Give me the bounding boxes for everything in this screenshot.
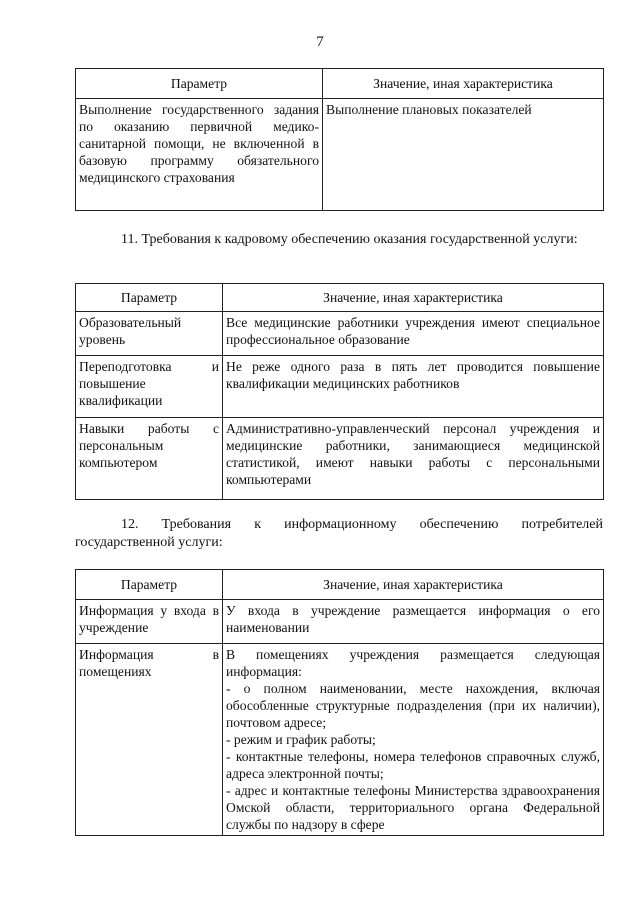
table-row — [76, 418, 604, 500]
table-staffing — [75, 283, 604, 500]
param-cell: Выполнение государственного задания по оказанию первичной медико-санитарной помощи, не включенной в базовую программу обязательного медицинского страхования — [76, 99, 323, 211]
table-header-row — [76, 570, 604, 600]
value-cell: У входа в учреждение размещается информация о его наименовании — [223, 600, 604, 644]
param-cell: Информация в помещениях — [76, 644, 223, 836]
param-cell: Образовательный уровень — [76, 312, 223, 356]
info-line: - о полном наименовании, месте нахождения, включая обособленные структурные подразделения (при их наличии), почтовом адресе; — [226, 681, 600, 730]
section-11-heading: 11. Требования к кадровому обеспечению оказания государственной услуги: — [121, 232, 578, 247]
param-cell: Навыки работы с персональным компьютером — [76, 418, 223, 500]
info-line: - режим и график работы; — [226, 732, 376, 747]
param-cell: Переподготовка и повышение квалификации — [76, 356, 223, 418]
table-information — [75, 569, 604, 836]
header-value: Значение, иная характеристика — [223, 284, 604, 312]
value-cell: Выполнение плановых показателей — [323, 99, 604, 211]
header-value: Значение, иная характеристика — [323, 69, 604, 99]
table-row — [76, 644, 604, 836]
table-row — [76, 312, 604, 356]
header-parameter: Параметр — [76, 69, 323, 99]
info-line: - контактные телефоны, номера телефонов справочных служб, адреса электронной почты; — [226, 749, 600, 781]
value-cell — [223, 644, 604, 836]
table-row — [76, 600, 604, 644]
header-parameter: Параметр — [76, 570, 223, 600]
section-12-heading: 12. Требования к информационному обеспечению потребителей государственной услуги: — [75, 517, 603, 550]
header-value: Значение, иная характеристика — [223, 570, 604, 600]
param-cell: Информация у входа в учреждение — [76, 600, 223, 644]
value-cell: Все медицинские работники учреждения имеют специальное профессиональное образование — [223, 312, 604, 356]
page-number: 7 — [316, 34, 324, 50]
value-cell: Не реже одного раза в пять лет проводится повышение квалификации медицинских работников — [223, 356, 604, 418]
info-line: - адрес и контактные телефоны Министерства здравоохранения Омской области, территориального органа Федеральной службы по надзору в сфере — [226, 783, 600, 832]
table-header-row — [76, 284, 604, 312]
header-parameter: Параметр — [76, 284, 223, 312]
table-row — [76, 99, 604, 211]
table-header-row — [76, 69, 604, 99]
info-line: В помещениях учреждения размещается следующая информация: — [226, 647, 600, 679]
table-row — [76, 356, 604, 418]
value-cell: Административно-управленческий персонал учреждения и медицинские работники, занимающиеся медицинской статистикой, имеют навыки работы с персональными компьютерами — [223, 418, 604, 500]
table-gov-task — [75, 68, 604, 211]
